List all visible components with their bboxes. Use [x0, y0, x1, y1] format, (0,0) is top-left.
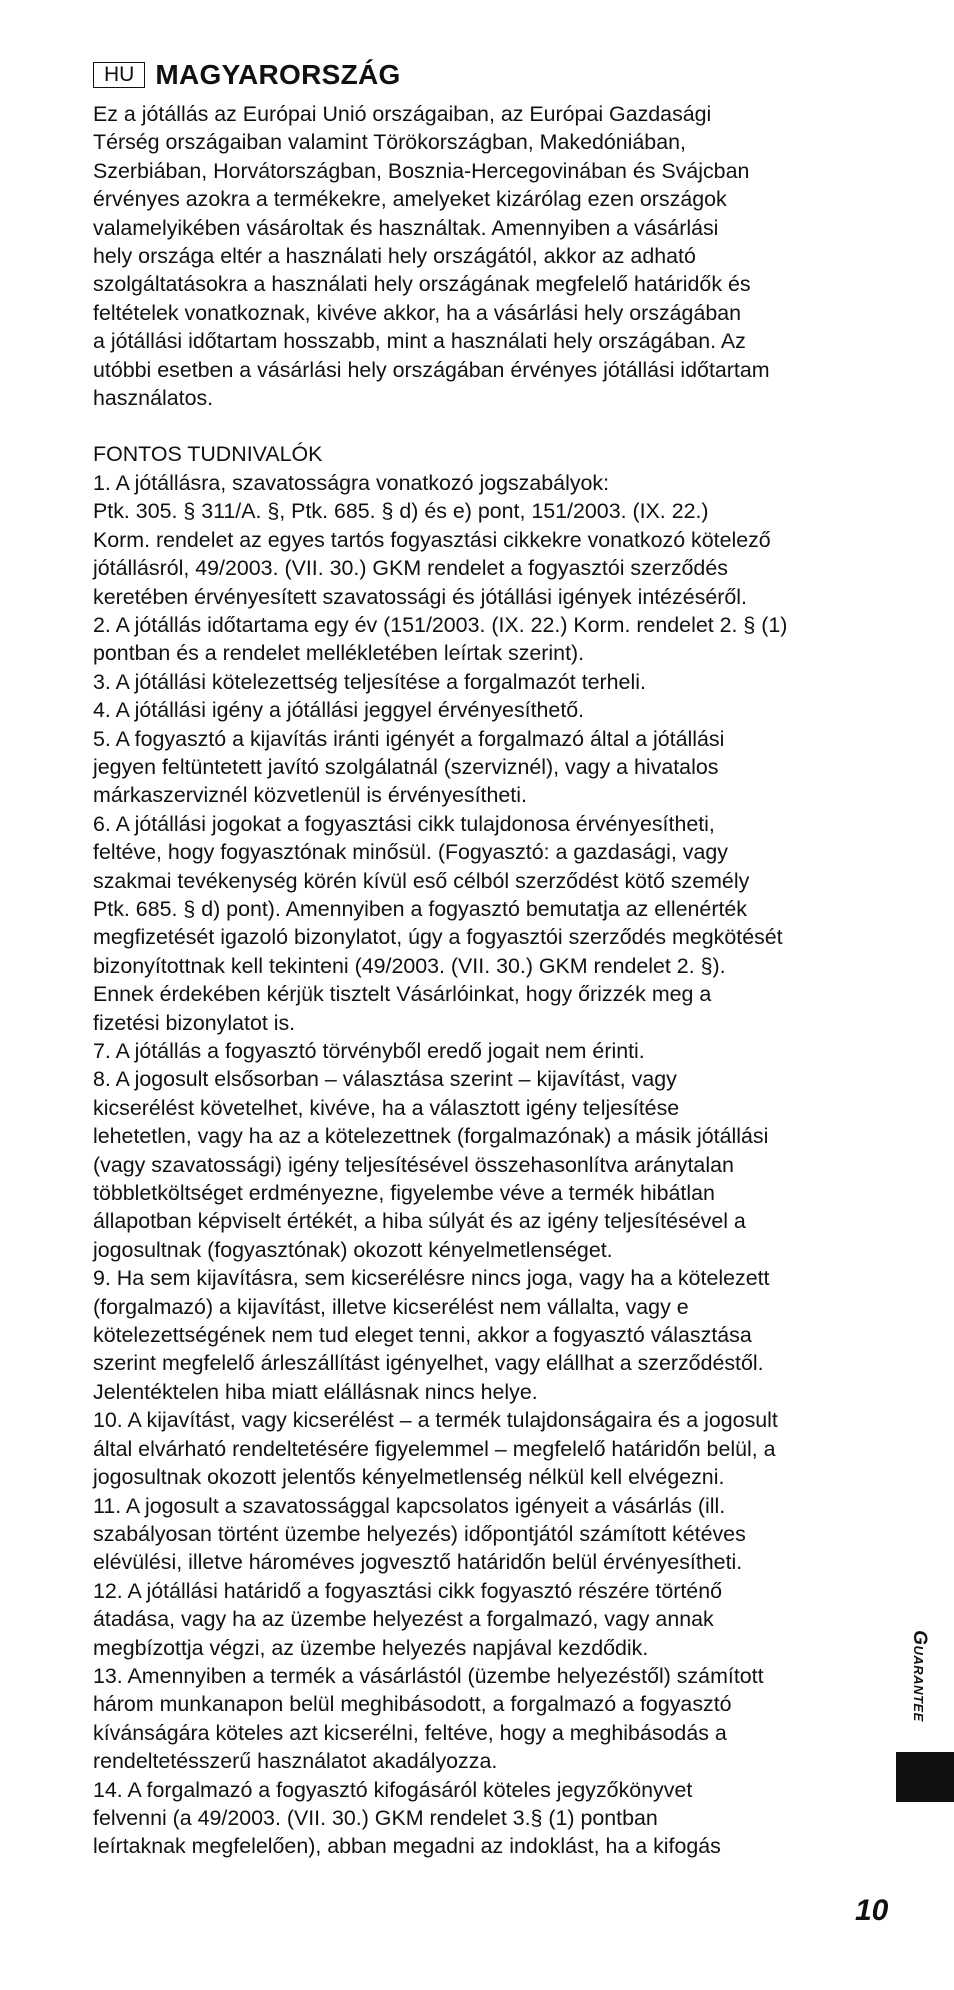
note-line: kicserélést követelhet, kivéve, ha a választott igény teljesítése: [93, 1095, 680, 1120]
note-line: 11. A jogosult a szavatossággal kapcsolatos igényeit a vásárlás (ill.: [93, 1493, 726, 1518]
note-line: megfizetését igazoló bizonylatot, úgy a fogyasztói szerződés megkötését: [93, 925, 783, 950]
note-line: Ennek érdekében kérjük tisztelt Vásárlóinkat, hogy őrizzék meg a: [93, 982, 712, 1007]
note-line: Ptk. 305. § 311/A. §, Ptk. 685. § d) és e) pont, 151/2003. (IX. 22.): [93, 499, 709, 524]
note-line: szerint megfelelő árleszállítást igényelhet, vagy elállhat a szerződéstől.: [93, 1351, 764, 1376]
language-code-badge: HU: [93, 62, 145, 88]
note-line: lehetetlen, vagy ha az a kötelezettnek (forgalmazónak) a másik jótállási: [93, 1124, 769, 1149]
note-line: 12. A jótállási határidő a fogyasztási cikk fogyasztó részére történő: [93, 1578, 722, 1603]
note-line: 13. Amennyiben a termék a vásárlástól (üzembe helyezéstől) számított: [93, 1663, 764, 1688]
note-line: 9. Ha sem kijavításra, sem kicserélésre nincs joga, vagy ha a kötelezett: [93, 1266, 770, 1291]
intro-line: feltételek vonatkoznak, kivéve akkor, ha a vásárlási hely országában: [93, 300, 742, 325]
note-line: többletköltséget erdményezne, figyelembe véve a termék hibátlan: [93, 1181, 715, 1206]
note-line: kívánságára köteles azt kicserélni, feltéve, hogy a meghibásodás a: [93, 1720, 727, 1745]
intro-line: szolgáltatásokra a használati hely országának megfelelő határidők és: [93, 272, 751, 297]
note-line: (vagy szavatossági) igény teljesítésével összehasonlítva aránytalan: [93, 1152, 734, 1177]
intro-line: Térség országaiban valamint Törökországban, Makedóniában,: [93, 130, 686, 155]
note-line: jegyen feltüntetett javító szolgálatnál (szerviznél), vagy a hivatalos: [93, 754, 719, 779]
page-number: 10: [855, 1894, 889, 1927]
intro-line: utóbbi esetben a vásárlási hely országában érvényes jótállási időtartam: [93, 357, 770, 382]
note-line: 1. A jótállásra, szavatosságra vonatkozó jogszabályok:: [93, 470, 610, 495]
paragraph-gap: [93, 412, 893, 440]
country-title: MAGYARORSZÁG: [155, 59, 401, 90]
note-line: 8. A jogosult elsősorban – választása szerint – kijavítást, vagy: [93, 1067, 677, 1092]
notes-title: FONTOS TUDNIVALÓK: [93, 442, 323, 467]
note-line: rendeltetésszerű használatot akadályozza.: [93, 1749, 498, 1774]
note-line: 5. A fogyasztó a kijavítás iránti igényét a forgalmazó által a jótállási: [93, 726, 725, 751]
note-line: által elvárható rendeltetésére figyelemmel – megfelelő határidőn belül, a: [93, 1436, 776, 1461]
note-line: jogosultnak okozott jelentős kényelmetlenség nélkül kell elvégezni.: [93, 1465, 725, 1490]
note-line: három munkanapon belül meghibásodott, a forgalmazó a fogyasztó: [93, 1692, 732, 1717]
note-line: fizetési bizonylatot is.: [93, 1010, 296, 1035]
intro-line: Ez a jótállás az Európai Unió országaiban, az Európai Gazdasági: [93, 102, 712, 126]
section-heading: [93, 54, 893, 96]
note-line: jótállásról, 49/2003. (VII. 30.) GKM rendelet a fogyasztói szerződés: [93, 556, 728, 581]
note-line: kötelezettségének nem tud eleget tenni, akkor a fogyasztó választása: [93, 1323, 752, 1348]
note-line: megbízottja végzi, az üzembe helyezés napjával kezdődik.: [93, 1635, 649, 1660]
note-line: 10. A kijavítást, vagy kicserélést – a termék tulajdonságaira és a jogosult: [93, 1408, 778, 1433]
note-line: 7. A jótállás a fogyasztó törvényből eredő jogait nem érinti.: [93, 1039, 645, 1063]
note-line: 2. A jótállás időtartama egy év (151/2003. (IX. 22.) Korm. rendelet 2. § (1): [93, 612, 788, 637]
side-tab: [904, 1606, 934, 1746]
note-line: Ptk. 685. § d) pont). Amennyiben a fogyasztó bemutatja az ellenérték: [93, 896, 747, 921]
note-line: pontban és a rendelet mellékletében leírtak szerint).: [93, 641, 585, 666]
note-line: felvenni (a 49/2003. (VII. 30.) GKM rendelet 3.§ (1) pontban: [93, 1805, 658, 1830]
intro-line: Szerbiában, Horvátországban, Bosznia-Hercegovinában és Svájcban: [93, 158, 750, 183]
note-line: 4. A jótállási igény a jótállási jeggyel érvényesíthető.: [93, 698, 585, 723]
side-tab-label: Guarantee: [909, 1630, 931, 1722]
note-line: feltéve, hogy fogyasztónak minősül. (Fogyasztó: a gazdasági, vagy: [93, 840, 728, 865]
intro-paragraph: [93, 100, 893, 412]
intro-line: érvényes azokra a termékekre, amelyeket kizárólag ezen országok: [93, 187, 727, 212]
notes-list: [93, 469, 893, 1861]
note-line: Korm. rendelet az egyes tartós fogyasztási cikkekre vonatkozó kötelező: [93, 527, 771, 552]
note-line: bizonyítottnak kell tekinteni (49/2003. (VII. 30.) GKM rendelet 2. §).: [93, 953, 726, 978]
note-line: 6. A jótállási jogokat a fogyasztási cikk tulajdonosa érvényesítheti,: [93, 811, 715, 836]
section-marker-block: [896, 1752, 954, 1802]
note-line: állapotban képviselt értékét, a hiba súlyát és az igény teljesítésével a: [93, 1209, 746, 1234]
note-line: 14. A forgalmazó a fogyasztó kifogásáról köteles jegyzőkönyvet: [93, 1777, 693, 1802]
intro-line: valamelyikében vásároltak és használtak. Amennyiben a vásárlási: [93, 215, 719, 240]
note-line: leírtaknak megfelelően), abban megadni az indoklást, ha a kifogás: [93, 1834, 721, 1859]
note-line: szakmai tevékenység körén kívül eső célból szerződést kötő személy: [93, 868, 750, 893]
page-content: [93, 54, 893, 1861]
note-line: keretében érvényesített szavatossági és jótállási igények intézéséről.: [93, 584, 747, 609]
note-line: (forgalmazó) a kijavítást, illetve kicserélést nem vállalta, vagy e: [93, 1294, 689, 1319]
note-line: márkaszerviznél közvetlenül is érvényesítheti.: [93, 783, 527, 808]
note-line: Jelentéktelen hiba miatt elállásnak nincs helye.: [93, 1379, 538, 1404]
note-line: szabályosan történt üzembe helyezés) időpontjától számított kétéves: [93, 1521, 746, 1546]
intro-line: hely országa eltér a használati hely országától, akkor az adható: [93, 244, 696, 269]
note-line: 3. A jótállási kötelezettség teljesítése a forgalmazót terheli.: [93, 669, 646, 694]
note-line: jogosultnak (fogyasztónak) okozott kényelmetlenséget.: [93, 1237, 613, 1262]
intro-line: használatos.: [93, 386, 214, 411]
note-line: elévülési, illetve hároméves jogvesztő határidőn belül érvényesítheti.: [93, 1550, 743, 1575]
intro-line: a jótállási időtartam hosszabb, mint a használati hely országában. Az: [93, 329, 746, 354]
note-line: átadása, vagy ha az üzembe helyezést a forgalmazó, vagy annak: [93, 1607, 714, 1632]
